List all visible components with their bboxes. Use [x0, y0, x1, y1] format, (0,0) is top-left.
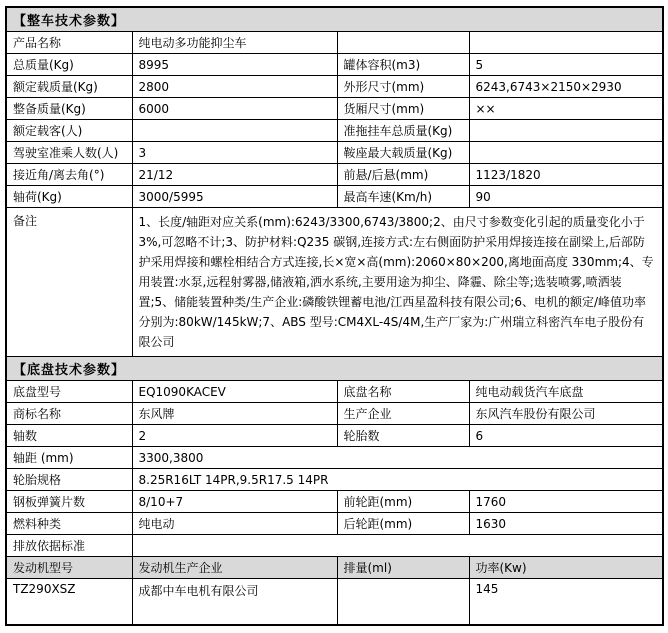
vehicle-section-title: 【整车技术参数】: [6, 7, 663, 32]
param-label: 产品名称: [6, 32, 132, 54]
param-label: 生产企业: [337, 403, 469, 425]
table-row: [6, 164, 663, 186]
param-label: 燃料种类: [6, 513, 132, 535]
engine-header-model: 发动机型号: [6, 557, 132, 579]
table-row-remark: [6, 208, 663, 357]
param-label: 轮胎规格: [6, 469, 132, 491]
param-label: 轴荷(Kg): [6, 186, 132, 208]
param-label: 轮胎数: [337, 425, 469, 447]
param-value: 8995: [132, 54, 337, 76]
engine-header-displacement: 排量(ml): [337, 557, 469, 579]
param-label: 轴距 (mm): [6, 447, 132, 469]
param-label: 总质量(Kg): [6, 54, 132, 76]
param-value: 6000: [132, 98, 337, 120]
table-row: [6, 491, 663, 513]
param-label: 准拖挂车总质量(Kg): [337, 120, 469, 142]
param-value: [132, 535, 663, 557]
param-label: 前悬/后悬(mm): [337, 164, 469, 186]
param-label: 商标名称: [6, 403, 132, 425]
param-label: 罐体容积(m3): [337, 54, 469, 76]
param-value: 纯电动载货汽车底盘: [469, 381, 663, 403]
param-value: 8/10+7: [132, 491, 337, 513]
param-label: 排放依据标准: [6, 535, 132, 557]
param-label: 后轮距(mm): [337, 513, 469, 535]
param-value: 东风牌: [132, 403, 337, 425]
param-value: 3300,3800: [132, 447, 663, 469]
table-row: [6, 513, 663, 535]
param-label: 货厢尺寸(mm): [337, 98, 469, 120]
param-value: 东风汽车股份有限公司: [469, 403, 663, 425]
param-value: 1630: [469, 513, 663, 535]
param-value: 90: [469, 186, 663, 208]
param-value: 2: [132, 425, 337, 447]
param-label: 整备质量(Kg): [6, 98, 132, 120]
param-label: 接近角/离去角(°): [6, 164, 132, 186]
table-row: [6, 142, 663, 164]
param-label: 鞍座最大载质量(Kg): [337, 142, 469, 164]
table-row-section-vehicle: [6, 7, 663, 32]
param-label: 额定载客(人): [6, 120, 132, 142]
param-value: 21/12: [132, 164, 337, 186]
engine-power-value: 145: [469, 579, 663, 626]
table-row: [6, 403, 663, 425]
remark-label: 备注: [6, 208, 132, 357]
table-row-wide: [6, 469, 663, 491]
param-value: EQ1090KACEV: [132, 381, 337, 403]
table-row-wide: [6, 447, 663, 469]
param-label: 底盘型号: [6, 381, 132, 403]
param-value: 3000/5995: [132, 186, 337, 208]
engine-header-power: 功率(Kw): [469, 557, 663, 579]
table-row: [6, 425, 663, 447]
param-value: [469, 32, 663, 54]
param-value: 5: [469, 54, 663, 76]
remark-text: 1、长度/轴距对应关系(mm):6243/3300,6743/3800;2、由尺寸参数变化引起的质量变化小于 3%,可忽略不计;3、防护材料:Q235 碳钢,连接方式:左右侧面防护采用焊接连接在副梁上,后部防护采用焊接和螺栓相结合方式连接,长×宽×高(mm):2060×80×200,离地面高度 330mm;4、专用装置:水泵,远程射雾器,储液箱,洒水系统,主要用途为抑尘、降霾、除尘等;选装喷雾,喷洒装置;5、储能装置种类/生产企业:磷酸铁锂蓄电池/江西星盈科技有限公司;6、电机的额定/峰值功率分别为:80kW/145kW;7、ABS 型号:CM4XL-4S/4M,生产厂家为:广州瑞立科密汽车电子股份有限公司: [132, 208, 663, 357]
param-value: 3: [132, 142, 337, 164]
param-value: 1123/1820: [469, 164, 663, 186]
param-value: [469, 120, 663, 142]
table-row: [6, 54, 663, 76]
table-row-engine-data: [6, 579, 663, 626]
param-label: 钢板弹簧片数: [6, 491, 132, 513]
table-row: [6, 98, 663, 120]
table-row-section-chassis: [6, 357, 663, 381]
param-value: [132, 120, 337, 142]
engine-model-value: TZ290XSZ: [6, 579, 132, 626]
param-value: ××: [469, 98, 663, 120]
engine-header-manufacturer: 发动机生产企业: [132, 557, 337, 579]
spec-table: [5, 6, 664, 626]
param-label: 最高车速(Km/h): [337, 186, 469, 208]
param-value: 6: [469, 425, 663, 447]
param-label: [337, 32, 469, 54]
param-value: 6243,6743×2150×2930: [469, 76, 663, 98]
param-label: 驾驶室准乘人数(人): [6, 142, 132, 164]
chassis-section-title: 【底盘技术参数】: [6, 357, 663, 381]
param-label: 外形尺寸(mm): [337, 76, 469, 98]
param-value: 1760: [469, 491, 663, 513]
table-row: [6, 381, 663, 403]
table-row: [6, 32, 663, 54]
table-row-engine-header: [6, 557, 663, 579]
param-label: 底盘名称: [337, 381, 469, 403]
param-value: 2800: [132, 76, 337, 98]
table-row: [6, 120, 663, 142]
param-label: 前轮距(mm): [337, 491, 469, 513]
table-row-emission: [6, 535, 663, 557]
param-value: [469, 142, 663, 164]
param-label: 轴数: [6, 425, 132, 447]
engine-manufacturer-value: 成都中车电机有限公司: [132, 579, 337, 626]
param-value: 8.25R16LT 14PR,9.5R17.5 14PR: [132, 469, 663, 491]
table-row: [6, 76, 663, 98]
param-label: 额定载质量(Kg): [6, 76, 132, 98]
param-value: 纯电动: [132, 513, 337, 535]
table-row: [6, 186, 663, 208]
engine-displacement-value: [337, 579, 469, 626]
param-value: 纯电动多功能抑尘车: [132, 32, 337, 54]
